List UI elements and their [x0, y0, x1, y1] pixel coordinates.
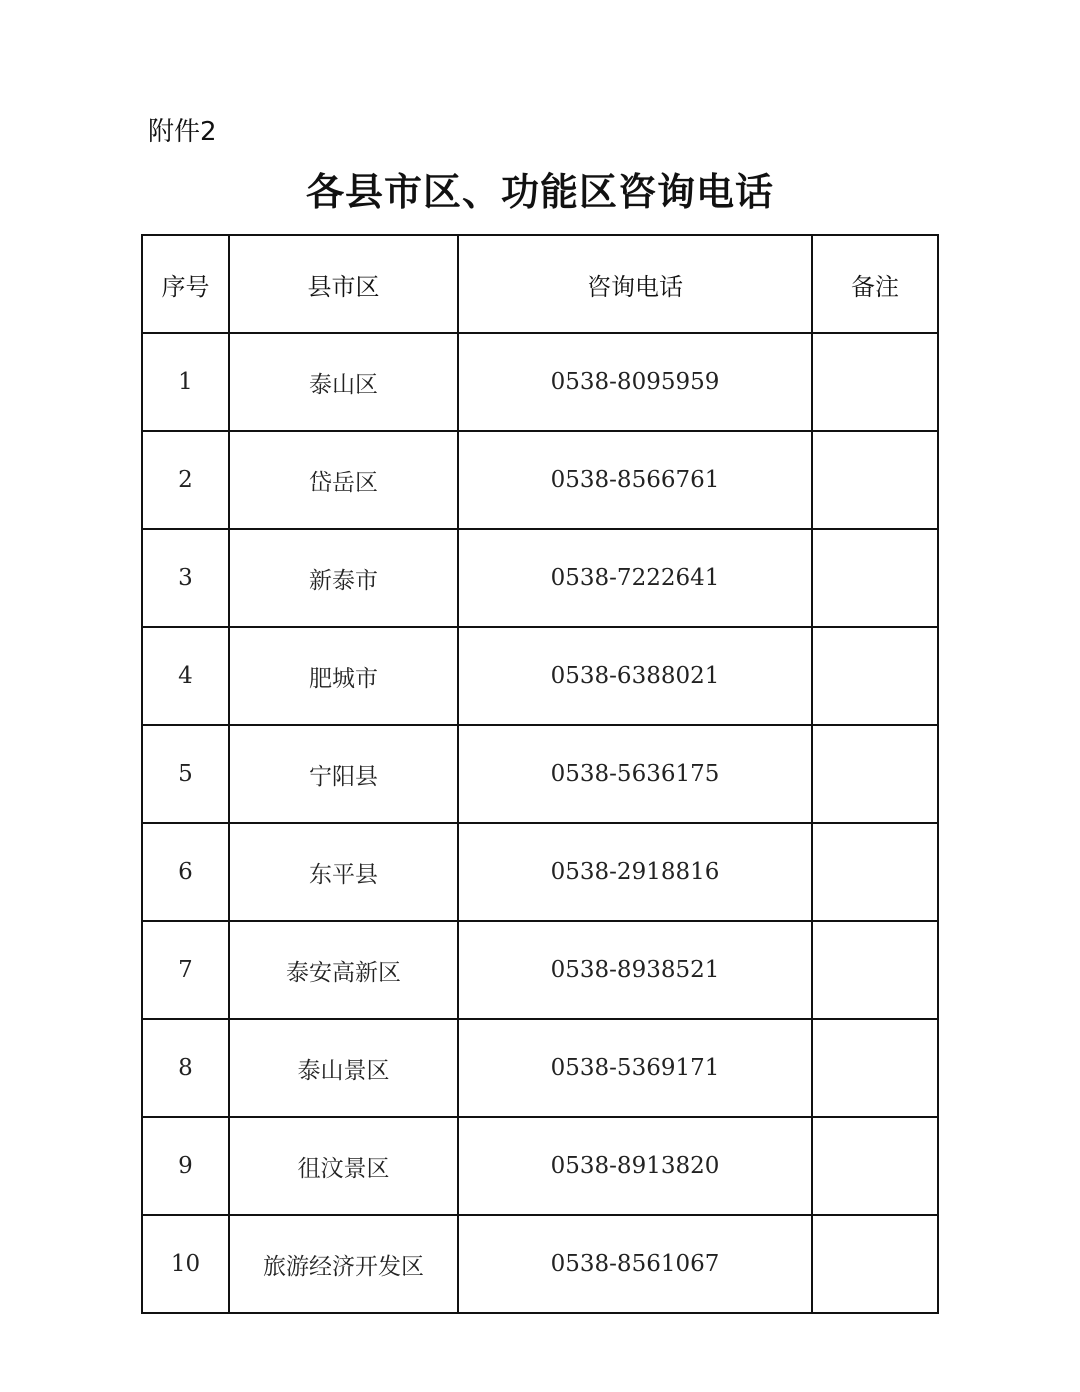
row-note [812, 823, 938, 921]
row-area: 泰安高新区 [229, 921, 458, 1019]
row-phone: 0538-8938521 [458, 921, 812, 1019]
row-phone: 0538-8561067 [458, 1215, 812, 1313]
row-no: 2 [142, 431, 229, 529]
table-row [142, 529, 938, 627]
row-no: 1 [142, 333, 229, 431]
row-area: 东平县 [229, 823, 458, 921]
row-note [812, 333, 938, 431]
row-phone: 0538-8913820 [458, 1117, 812, 1215]
row-note [812, 1117, 938, 1215]
row-note [812, 627, 938, 725]
row-area: 徂汶景区 [229, 1117, 458, 1215]
row-phone: 0538-2918816 [458, 823, 812, 921]
row-no: 9 [142, 1117, 229, 1215]
table-row [142, 823, 938, 921]
table-row [142, 1117, 938, 1215]
contact-table [141, 234, 939, 1314]
row-area: 旅游经济开发区 [229, 1215, 458, 1313]
document-title: 各县市区、功能区咨询电话 [305, 169, 774, 214]
row-note [812, 725, 938, 823]
header-area: 县市区 [229, 235, 458, 333]
table-row [142, 921, 938, 1019]
row-note [812, 921, 938, 1019]
row-area: 泰山景区 [229, 1019, 458, 1117]
table-row [142, 627, 938, 725]
row-no: 4 [142, 627, 229, 725]
row-phone: 0538-5636175 [458, 725, 812, 823]
table-row [142, 1019, 938, 1117]
row-area: 新泰市 [229, 529, 458, 627]
row-phone: 0538-8095959 [458, 333, 812, 431]
header-phone: 咨询电话 [458, 235, 812, 333]
attachment-label: 附件2 [148, 117, 217, 147]
row-no: 6 [142, 823, 229, 921]
row-area: 肥城市 [229, 627, 458, 725]
row-no: 3 [142, 529, 229, 627]
row-no: 5 [142, 725, 229, 823]
header-note: 备注 [812, 235, 938, 333]
row-no: 10 [142, 1215, 229, 1313]
row-phone: 0538-5369171 [458, 1019, 812, 1117]
table-row [142, 1215, 938, 1313]
row-area: 宁阳县 [229, 725, 458, 823]
row-note [812, 431, 938, 529]
row-phone: 0538-7222641 [458, 529, 812, 627]
row-no: 7 [142, 921, 229, 1019]
row-note [812, 529, 938, 627]
table-header-row [142, 235, 938, 333]
row-phone: 0538-6388021 [458, 627, 812, 725]
row-area: 泰山区 [229, 333, 458, 431]
row-area: 岱岳区 [229, 431, 458, 529]
row-no: 8 [142, 1019, 229, 1117]
row-note [812, 1215, 938, 1313]
row-note [812, 1019, 938, 1117]
header-no: 序号 [142, 235, 229, 333]
row-phone: 0538-8566761 [458, 431, 812, 529]
table-row [142, 725, 938, 823]
table-row [142, 431, 938, 529]
table-row [142, 333, 938, 431]
